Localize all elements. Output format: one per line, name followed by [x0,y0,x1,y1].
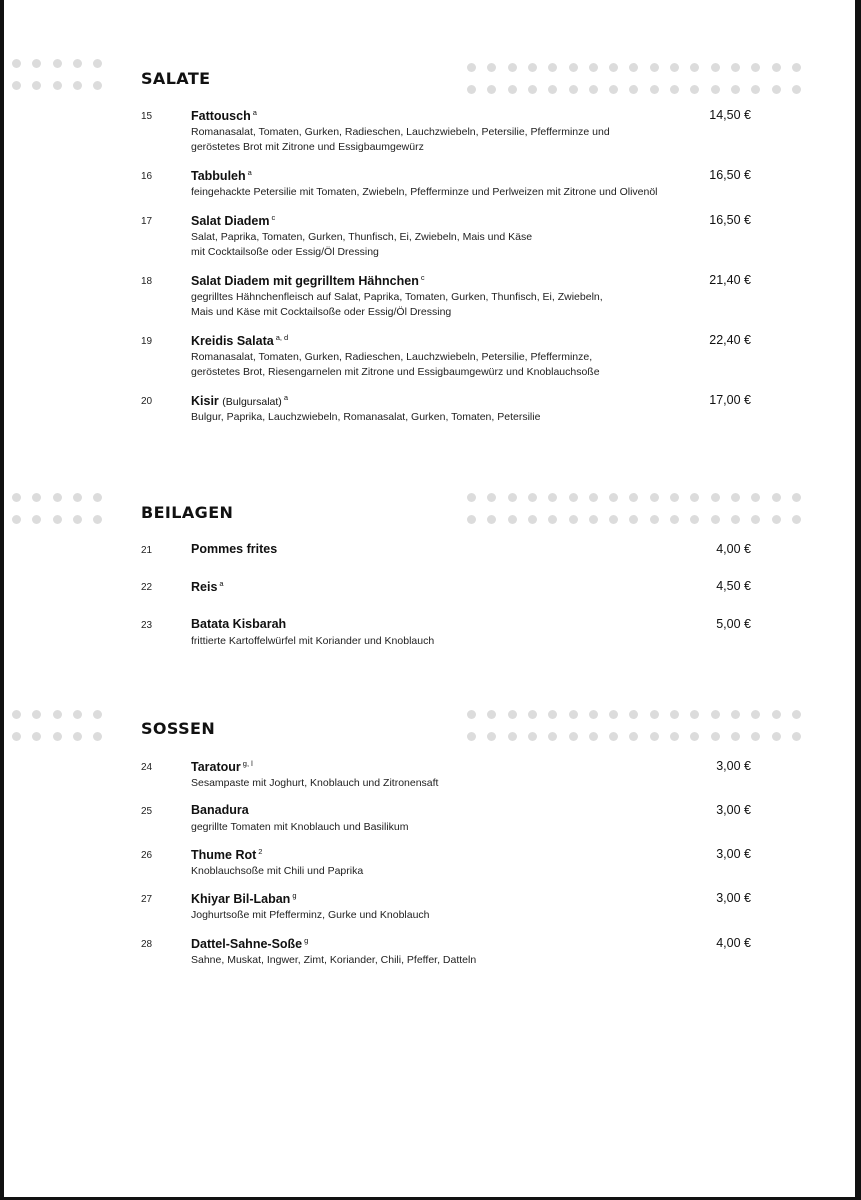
decorative-dot [751,732,760,741]
allergen-code: g [304,936,309,945]
decorative-dot [690,493,699,502]
allergen-code: c [271,213,276,222]
item-name [191,393,288,408]
decorative-dot [609,732,618,741]
decorative-dot [467,710,476,719]
item-name [191,891,297,906]
item-description-line: Romanasalat, Tomaten, Gurken, Radieschen, Lauchzwiebeln, Petersilie, Pfefferminze, [191,351,593,363]
item-price: 16,50 € [709,213,751,227]
decorative-dot [772,85,781,94]
decorative-dot [589,710,598,719]
decorative-dot [609,85,618,94]
decorative-dot [569,515,578,524]
decorative-dot [528,493,537,502]
item-description-line: Sahne, Muskat, Ingwer, Zimt, Koriander, Chili, Pfeffer, Datteln [191,954,477,966]
decorative-dot [609,63,618,72]
decorative-dot [792,493,801,502]
item-name [191,333,288,348]
decorative-dot [548,515,557,524]
decorative-dot [487,63,496,72]
decorative-dot [569,63,578,72]
decorative-dot [711,85,720,94]
decorative-dot [690,85,699,94]
decorative-dot [690,710,699,719]
item-description-line: Mais und Käse mit Cocktailsoße oder Essig/Öl Dressing [191,306,452,318]
item-name-text: Salat Diadem mit gegrilltem Hähnchen [191,274,419,288]
item-description-line: Salat, Paprika, Tomaten, Gurken, Thunfisch, Ei, Zwiebeln, Mais und Käse [191,231,533,243]
item-name [191,617,286,631]
decorative-dot [609,493,618,502]
decorative-dot [93,732,102,741]
item-description-line: Sesampaste mit Joghurt, Knoblauch und Zitronensaft [191,777,439,789]
decorative-dot [711,63,720,72]
item-number: 24 [141,762,153,773]
item-name-text: Batata Kisbarah [191,617,287,631]
decorative-dot [731,710,740,719]
decorative-dot [53,515,62,524]
decorative-dot [569,493,578,502]
decorative-dot [751,710,760,719]
item-name-text: Thume Rot [191,848,257,862]
decorative-dot [12,515,21,524]
decorative-dot [589,85,598,94]
decorative-dot [629,493,638,502]
decorative-dot [12,732,21,741]
decorative-dot [690,63,699,72]
allergen-code: g [292,891,297,900]
item-name [191,803,249,817]
item-price: 3,00 € [716,891,751,905]
decorative-dot [589,493,598,502]
item-name-text: Kisir [191,394,219,408]
item-description-line: gegrilltes Hähnchenfleisch auf Salat, Paprika, Tomaten, Gurken, Thunfisch, Ei, Zwiebeln, [191,291,603,303]
decorative-dot [589,732,598,741]
decorative-dot [467,85,476,94]
decorative-dot [650,63,659,72]
decorative-dot [690,515,699,524]
item-price: 21,40 € [709,273,751,287]
allergen-code: a [219,579,224,588]
decorative-dot [711,493,720,502]
decorative-dot [650,493,659,502]
item-number: 16 [141,171,153,182]
decorative-dot [629,710,638,719]
decorative-dot [508,515,517,524]
item-description-line: gegrillte Tomaten mit Knoblauch und Basilikum [191,821,409,833]
item-name-text: Fattousch [191,109,251,123]
decorative-dot [670,63,679,72]
decorative-dot [73,59,82,68]
decorative-dot [487,732,496,741]
allergen-code: a, d [275,333,289,342]
item-description [191,908,430,923]
item-price: 16,50 € [709,168,751,182]
decorative-dot [528,515,537,524]
item-price: 17,00 € [709,393,751,407]
item-price: 4,00 € [716,542,751,556]
decorative-dot [32,515,41,524]
decorative-dot [32,81,41,90]
decorative-dot [53,732,62,741]
item-description-line: frittierte Kartoffelwürfel mit Koriander und Knoblauch [191,635,435,647]
allergen-code: a [252,108,257,117]
item-price: 3,00 € [716,759,751,773]
item-name [191,108,257,123]
item-description [191,776,438,791]
item-number: 15 [141,111,153,122]
item-name-text: Khiyar Bil-Laban [191,892,291,906]
menu-page [4,0,855,1197]
item-name-text: Banadura [191,803,249,817]
item-name-extra: (Bulgursalat) [222,396,282,408]
decorative-dot [508,85,517,94]
item-description [191,185,658,200]
item-description-line: geröstetes Brot mit Zitrone und Essigbaumgewürz [191,141,424,153]
decorative-dot [548,732,557,741]
decorative-dot [792,710,801,719]
item-description [191,230,532,260]
decorative-dot [792,85,801,94]
decorative-dot [650,515,659,524]
item-description [191,953,476,968]
decorative-dot [508,710,517,719]
decorative-dot [589,515,598,524]
item-number: 20 [141,396,153,407]
decorative-dot [670,515,679,524]
decorative-dot [93,515,102,524]
item-number: 18 [141,276,153,287]
decorative-dot [772,710,781,719]
allergen-code: a [283,393,288,402]
decorative-dot [12,59,21,68]
item-description [191,350,600,380]
item-description-line: Joghurtsoße mit Pfefferminz, Gurke und Knoblauch [191,909,430,921]
item-price: 14,50 € [709,108,751,122]
decorative-dot [53,493,62,502]
decorative-dot [73,710,82,719]
item-name-text: Tabbuleh [191,169,246,183]
decorative-dot [589,63,598,72]
decorative-dot [32,732,41,741]
decorative-dot [467,515,476,524]
item-description-line: Bulgur, Paprika, Lauchzwiebeln, Romanasalat, Gurken, Tomaten, Petersilie [191,411,541,423]
item-description-line: Knoblauchsoße mit Chili und Paprika [191,865,364,877]
item-description [191,820,409,835]
decorative-dot [690,732,699,741]
item-description [191,634,434,649]
decorative-dot [508,732,517,741]
item-name-text: Dattel-Sahne-Soße [191,937,303,951]
decorative-dot [93,710,102,719]
decorative-dot [12,493,21,502]
item-price: 5,00 € [716,617,751,631]
decorative-dot [629,63,638,72]
decorative-dot [528,710,537,719]
decorative-dot [487,493,496,502]
decorative-dot [548,63,557,72]
item-name [191,759,253,774]
decorative-dot [731,515,740,524]
item-name-text: Pommes frites [191,542,278,556]
item-price: 4,00 € [716,936,751,950]
item-name [191,579,224,594]
item-name [191,273,425,288]
decorative-dot [751,515,760,524]
item-name-text: Taratour [191,760,241,774]
allergen-code: a [247,168,252,177]
decorative-dot [792,732,801,741]
decorative-dot [467,493,476,502]
item-number: 19 [141,336,153,347]
item-price: 22,40 € [709,333,751,347]
item-description-line: geröstetes Brot, Riesengarnelen mit Zitrone und Essigbaumgewürz und Knoblauchsoße [191,366,600,378]
item-price: 4,50 € [716,579,751,593]
decorative-dot [73,81,82,90]
decorative-dot [711,732,720,741]
decorative-dot [12,81,21,90]
decorative-dot [93,81,102,90]
decorative-dot [751,63,760,72]
decorative-dot [731,85,740,94]
decorative-dot [569,732,578,741]
decorative-dot [751,493,760,502]
allergen-code: 2 [258,847,263,856]
decorative-dot [670,493,679,502]
item-name-text: Salat Diadem [191,214,270,228]
decorative-dot [609,515,618,524]
item-description-line: feingehackte Petersilie mit Tomaten, Zwiebeln, Pfefferminze und Perlweizen mit Zitrone und Olivenöl [191,186,658,198]
item-name-text: Reis [191,580,218,594]
decorative-dot [508,493,517,502]
item-description-line: Romanasalat, Tomaten, Gurken, Radieschen, Lauchzwiebeln, Petersilie, Pfefferminze und [191,126,610,138]
decorative-dot [548,85,557,94]
item-name [191,542,277,556]
section-title-beilagen: BEILAGEN [141,503,234,522]
item-name [191,936,308,951]
item-name [191,168,252,183]
decorative-dot [569,85,578,94]
decorative-dot [731,493,740,502]
item-description [191,864,363,879]
decorative-dot [53,59,62,68]
item-number: 25 [141,806,153,817]
decorative-dot [467,63,476,72]
decorative-dot [93,493,102,502]
item-number: 21 [141,545,153,556]
decorative-dot [670,85,679,94]
item-name [191,213,275,228]
item-number: 28 [141,939,153,950]
decorative-dot [12,710,21,719]
item-description [191,290,603,320]
decorative-dot [792,515,801,524]
item-name-text: Kreidis Salata [191,334,274,348]
decorative-dot [53,81,62,90]
item-name [191,847,262,862]
decorative-dot [528,63,537,72]
decorative-dot [711,710,720,719]
decorative-dot [670,732,679,741]
decorative-dot [467,732,476,741]
decorative-dot [548,710,557,719]
item-description [191,125,610,155]
decorative-dot [629,732,638,741]
decorative-dot [528,732,537,741]
decorative-dot [609,710,618,719]
item-number: 22 [141,582,153,593]
decorative-dot [73,493,82,502]
section-title-salate: SALATE [141,69,211,88]
decorative-dot [32,59,41,68]
item-price: 3,00 € [716,847,751,861]
decorative-dot [53,710,62,719]
decorative-dot [650,732,659,741]
decorative-dot [487,710,496,719]
decorative-dot [32,493,41,502]
decorative-dot [32,710,41,719]
section-title-sossen: SOSSEN [141,719,216,738]
decorative-dot [650,85,659,94]
decorative-dot [670,710,679,719]
decorative-dot [569,710,578,719]
item-description-line: mit Cocktailsoße oder Essig/Öl Dressing [191,246,379,258]
decorative-dot [751,85,760,94]
decorative-dot [487,515,496,524]
decorative-dot [528,85,537,94]
decorative-dot [792,63,801,72]
decorative-dot [629,85,638,94]
allergen-code: g, l [242,759,253,768]
decorative-dot [548,493,557,502]
decorative-dot [772,63,781,72]
item-price: 3,00 € [716,803,751,817]
decorative-dot [508,63,517,72]
item-number: 23 [141,620,153,631]
allergen-code: c [420,273,425,282]
decorative-dot [629,515,638,524]
decorative-dot [772,515,781,524]
decorative-dot [487,85,496,94]
decorative-dot [73,732,82,741]
item-description [191,410,540,425]
item-number: 27 [141,894,153,905]
decorative-dot [650,710,659,719]
decorative-dot [772,732,781,741]
decorative-dot [772,493,781,502]
decorative-dot [73,515,82,524]
decorative-dot [731,63,740,72]
item-number: 17 [141,216,153,227]
decorative-dot [93,59,102,68]
decorative-dot [711,515,720,524]
item-number: 26 [141,850,153,861]
decorative-dot [731,732,740,741]
